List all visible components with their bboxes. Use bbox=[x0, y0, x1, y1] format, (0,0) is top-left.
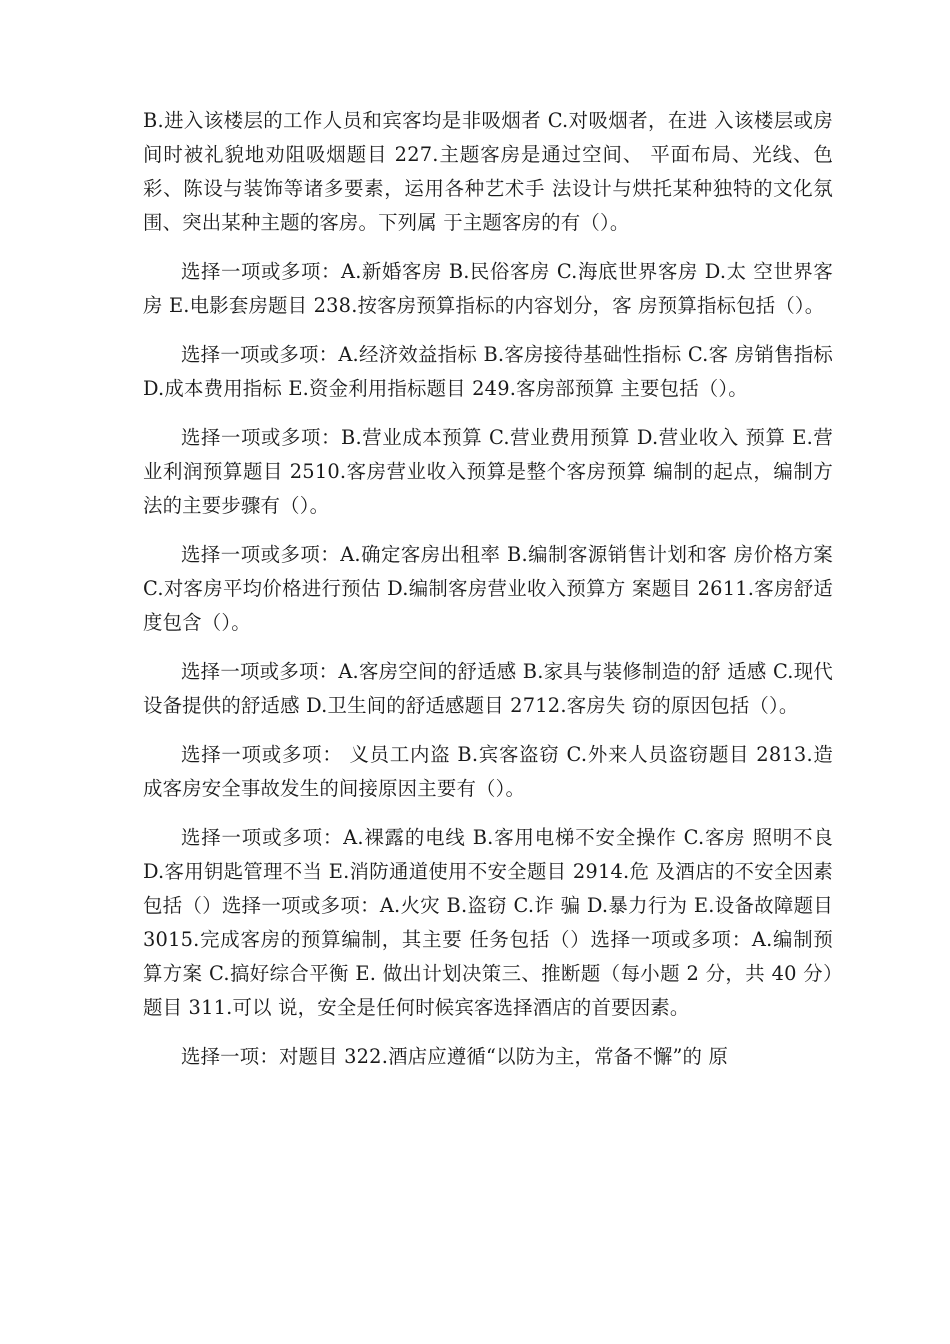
paragraph-2: 选择一项或多项：A.新婚客房 B.民俗客房 C.海底世界客房 D.太 空世界客房 E.电影套房题目 238.按客房预算指标的内容划分，客 房预算指标包括（）。 bbox=[143, 260, 833, 317]
paragraph-1: B.进入该楼层的工作人员和宾客均是非吸烟者 C.对吸烟者，在进 入该楼层或房间时被礼貌地劝阻吸烟题目 227.主题客房是通过空间、 平面布局、光线、色彩、陈设与装饰等诸多要素，运用各种艺术手 法设计与烘托某种独特的文化氛围、突出某种主题的客房。下列属 于主题客房的有（）。 bbox=[143, 109, 833, 234]
paragraph-9: 选择一项：对题目 322.酒店应遵循“以防为主，常备不懈”的 原 bbox=[181, 1045, 729, 1068]
paragraph-4: 选择一项或多项：B.营业成本预算 C.营业费用预算 D.营业收入 预算 E.营业利润预算题目 2510.客房营业收入预算是整个客房预算 编制的起点，编制方法的主要步骤有（）。 bbox=[143, 426, 833, 517]
paragraph-7: 选择一项或多项： 义员工内盗 B.宾客盗窃 C.外来人员盗窃题目 2813.造成客房安全事故发生的间接原因主要有（）。 bbox=[143, 743, 833, 800]
paragraph-5: 选择一项或多项：A.确定客房出租率 B.编制客源销售计划和客 房价格方案 C.对客房平均价格进行预估 D.编制客房营业收入预算方 案题目 2611.客房舒适度包含（）。 bbox=[143, 543, 833, 634]
document-body bbox=[143, 104, 833, 1089]
paragraph-6: 选择一项或多项：A.客房空间的舒适感 B.家具与装修制造的舒 适感 C.现代设备提供的舒适感 D.卫生间的舒适感题目 2712.客房失 窃的原因包括（）。 bbox=[143, 660, 833, 717]
paragraph-3: 选择一项或多项：A.经济效益指标 B.客房接待基础性指标 C.客 房销售指标 D.成本费用指标 E.资金利用指标题目 249.客房部预算 主要包括（）。 bbox=[143, 343, 833, 400]
paragraph-8: 选择一项或多项：A.裸露的电线 B.客用电梯不安全操作 C.客房 照明不良 D.客用钥匙管理不当 E.消防通道使用不安全题目 2914.危 及酒店的不安全因素包括（）选择一项或多项：A.火灾 B.盗窃 C.诈 骗 D.暴力行为 E.设备故障题目 3015.完成客房的预算编制，其主要 任务包括（）选择一项或多项：A.编制预算方案 C.搞好综合平衡 E. 做出计划决策三、推断题（每小题 2 分，共 40 分）题目 311.可以 说，安全是任何时候宾客选择酒店的首要因素。 bbox=[143, 826, 833, 1019]
